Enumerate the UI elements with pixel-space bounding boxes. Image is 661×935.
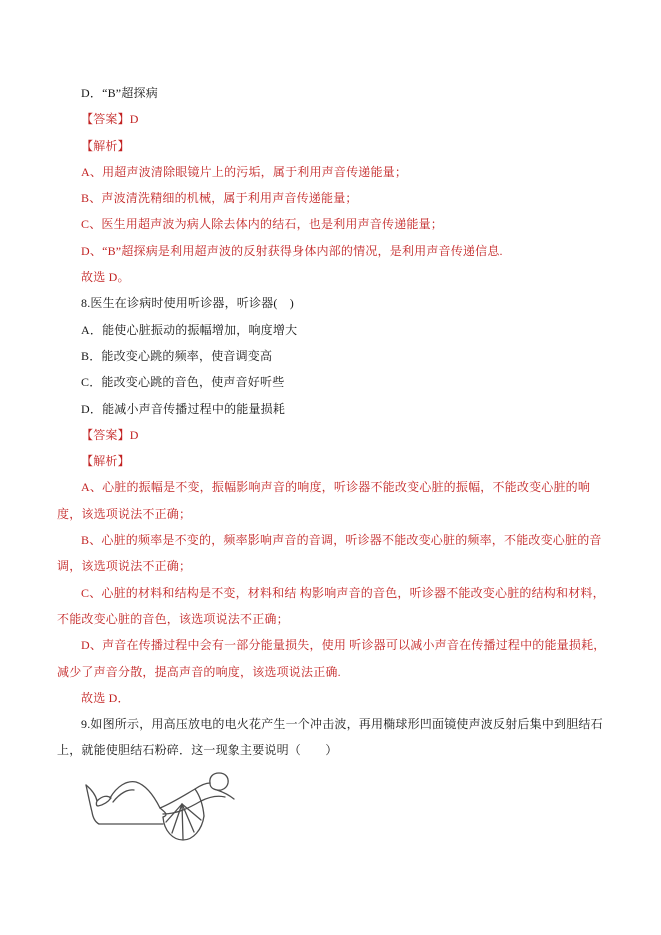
q7-analysis-a: A、用超声波清除眼镜片上的污垢，属于利用声音传递能量； [81, 164, 408, 179]
q8-analysis-d: D、声音在传播过程中会有一部分能量损失，使用 听诊器可以减小声音在传播过程中的能量损耗，减少了声音分散，提高声音的响度，该选项说法正确. [57, 638, 606, 679]
q8-answer: 【答案】D [81, 427, 139, 442]
q8-option-b: B．能改变心跳的频率，使音调变高 [81, 348, 273, 363]
q7-analysis-c: C、医生用超声波为病人除去体内的结石，也是利用声音传递能量； [81, 217, 444, 232]
q8-analysis-c: C、心脏的材料和结构是不变，材料和结 构影响声音的音色，听诊器不能改变心脏的结构和材料，不能改变心脏的音色，该选项说法不正确； [57, 585, 605, 626]
q8-analysis-b: B、心脏的频率是不变的，频率影响声音的音调，听诊器不能改变心脏的频率，不能改变心脏的音调，该选项说法不正确； [57, 533, 602, 574]
q7-analysis-b: B、声波清洗精细的机械，属于利用声音传递能量； [81, 191, 358, 206]
q8-analysis-a: A、心脏的振幅是不变，振幅影响声音的响度，听诊器不能改变心脏的振幅，不能改变心脏的响度，该选项说法不正确； [57, 480, 591, 521]
q8-option-d: D．能减小声音传播过程中的能量损耗 [81, 401, 286, 416]
q9-stem: 9.如图所示，用高压放电的电火花产生一个冲击波，再用椭球形凹面镜使声波反射后集中到胆结石上，就能使胆结石粉碎．这一现象主要说明（ ） [57, 717, 603, 758]
q7-conclusion: 故选 D。 [81, 270, 130, 285]
q8-conclusion: 故选 D． [81, 690, 130, 705]
q7-option-d: D．“B”超探病 [81, 86, 158, 100]
lithotripsy-illustration-icon [83, 772, 239, 850]
q8-analysis-label: 【解析】 [81, 454, 130, 469]
q7-analysis-label: 【解析】 [81, 138, 130, 153]
q8-stem: 8.医生在诊病时使用听诊器，听诊器( ) [81, 296, 294, 311]
q7-analysis-d: D、“B”超探病是利用超声波的反射获得身体内部的情况，是利用声音传递信息. [81, 243, 503, 258]
lithotripsy-figure [83, 772, 239, 850]
q7-answer: 【答案】D [81, 112, 139, 127]
q8-option-a: A．能使心脏振动的振幅增加，响度增大 [81, 322, 298, 337]
q8-option-c: C．能改变心跳的音色，使声音好听些 [81, 375, 285, 390]
